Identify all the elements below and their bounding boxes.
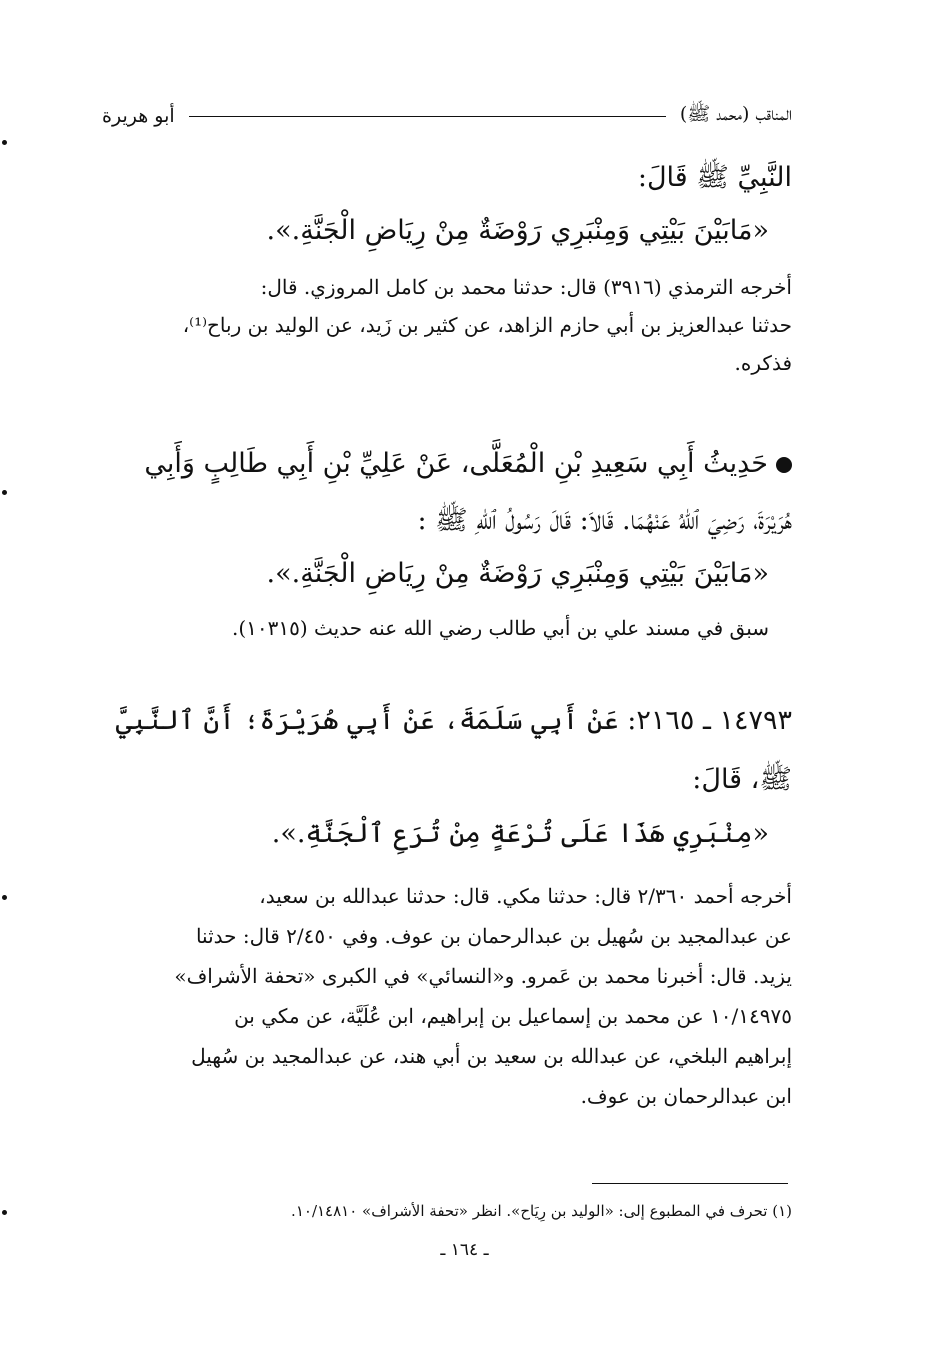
- scan-speck: [2, 895, 7, 900]
- takhrij-line: ١٠/١٤٩٧٥ عن محمد بن إسماعيل بن إبراهيم، ابن عُلَيَّة، عن مكي بن: [234, 1004, 792, 1028]
- page-number: ـ ١٦٤ ـ: [440, 1240, 489, 1260]
- scan-speck: [2, 140, 7, 145]
- takhrij-line: أخرجه أحمد ٢/٣٦٠ قال: حدثنا مكي. قال: حدثنا عبدالله بن سعيد،: [259, 884, 792, 908]
- hadith-b-line2: هُرَيْرَةَ، رَضِيَ ٱللهُ عَنْهُمَا. قَالاَ: قَالَ رَسُولُ ٱللهِ ﷺ :: [417, 505, 792, 536]
- hadith-a-intro: النَّبِيِّ ﷺ قَالَ:: [637, 162, 792, 193]
- footnote: (١) تحرف في المطبوع إلى: «الوليد بن رِيَاح». انظر «تحفة الأشراف» ١٠/١٤٨١٠.: [291, 1202, 792, 1220]
- takhrij-line: ابن عبدالرحمان بن عوف.: [580, 1084, 792, 1108]
- hadith-a-takhrij: [102, 268, 792, 382]
- bullet-icon: [776, 457, 792, 473]
- takhrij-line: إبراهيم البلخي، عن عبدالله بن سعيد بن أبي هند، عن عبدالمجيد بن سُهيل: [191, 1044, 792, 1068]
- header-chapter: أبو هريرة: [102, 105, 175, 127]
- takhrij-line: حدثنا عبدالعزيز بن أبي حازم الزاهد، عن كثير بن زَيد، عن الوليد بن رباح⁽¹⁾،: [182, 313, 792, 337]
- running-header: [102, 98, 792, 134]
- header-rule: [189, 116, 666, 117]
- takhrij-line: عن عبدالمجيد بن سُهيل بن عبدالرحمان بن عوف. وفي ٢/٤٥٠ قال: حدثنا: [195, 924, 792, 948]
- hadith-b-line1: [144, 448, 792, 479]
- hadith-c-line1: ١٤٧٩٣ ـ ٢١٦٥: عَنْ أَبِي سَلَمَةَ، عَنْ أَبِي هُرَيْرَةَ؛ أَنَّ ٱلنَّبِيَّ: [115, 705, 792, 736]
- takhrij-line: يزيد. قال: أخبرنا محمد بن عَمرو. و«النسائي» في الكبرى «تحفة الأشراف»: [174, 964, 792, 988]
- hadith-b-text: «مَابَيْنَ بَيْتِي وَمِنْبَرِي رَوْضَةٌ مِنْ رِيَاضِ الْجَنَّةِ.».: [266, 558, 769, 589]
- hadith-b-line1-text: حَدِيثُ أَبِي سَعِيدِ بْنِ الْمُعَلَّى، عَنْ عَلِيِّ بْنِ أَبِي طَالِبٍ وَأَبِي: [144, 448, 768, 479]
- hadith-c-takhrij: [102, 876, 792, 1116]
- hadith-a-text: «مَابَيْنَ بَيْتِي وَمِنْبَرِي رَوْضَةٌ مِنْ رِيَاضِ الْجَنَّةِ.».: [266, 215, 769, 246]
- scan-speck: [2, 1210, 7, 1215]
- hadith-c-text: «مِنْبَرِي هَذَا عَلَى تُرْعَةٍ مِنْ تُرَعِ ٱلْجَنَّةِ.».: [271, 818, 769, 849]
- takhrij-line: فذكره.: [734, 351, 792, 375]
- hadith-c-line2: ﷺ، قَالَ:: [692, 764, 792, 795]
- footnote-rule: [592, 1183, 788, 1184]
- hadith-b-note: سبق في مسند علي بن أبي طالب رضي الله عنه حديث (١٠٣١٥).: [231, 616, 769, 640]
- header-section: المناقب (محمد ﷺ): [679, 103, 792, 125]
- scan-speck: [2, 490, 7, 495]
- takhrij-line: أخرجه الترمذي (٣٩١٦) قال: حدثنا محمد بن كامل المروزي. قال:: [260, 275, 792, 299]
